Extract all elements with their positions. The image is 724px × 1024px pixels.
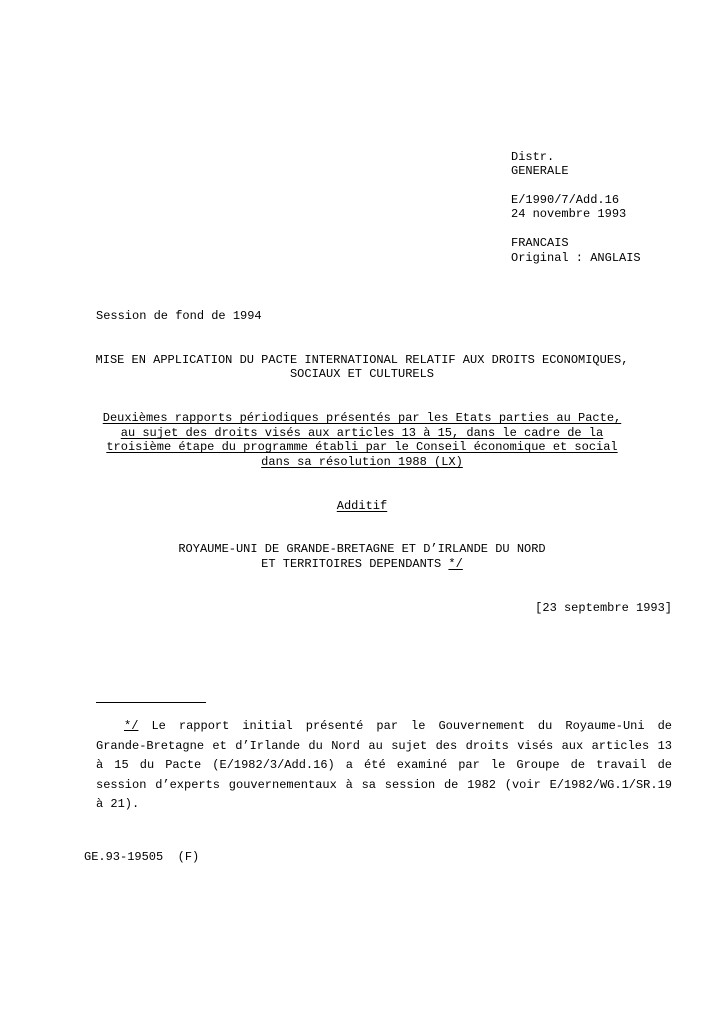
footnote-mark: */	[124, 719, 139, 733]
document-date: 24 novembre 1993	[511, 207, 627, 221]
subtitle-line-4: dans sa résolution 1988 (LX)	[261, 455, 463, 469]
footnote-separator	[96, 702, 206, 703]
document-symbol: E/1990/7/Add.16	[511, 193, 620, 207]
country-line-1: ROYAUME-UNI DE GRANDE-BRETAGNE ET D’IRLANDE DU NORD	[178, 542, 546, 556]
job-number: GE.93-19505 (F)	[84, 850, 200, 864]
title-line-2: SOCIAUX ET CULTURELS	[289, 367, 435, 381]
footnote	[96, 717, 672, 815]
original-language: Original : ANGLAIS	[511, 251, 641, 265]
footnote-line-3: à 15 du Pacte (E/1982/3/Add.16) a été examiné par le Groupe de travail de	[96, 758, 672, 772]
subtitle-line-3: troisième étape du programme établi par le Conseil économique et social	[106, 440, 618, 454]
footnote-line-5: à 21).	[96, 797, 140, 811]
title-line-1: MISE EN APPLICATION DU PACTE INTERNATIONAL RELATIF AUX DROITS ECONOMIQUES,	[95, 353, 629, 367]
distribution-label: GENERALE	[511, 164, 569, 178]
subtitle-line-1: Deuxièmes rapports périodiques présentés par les Etats parties au Pacte,	[102, 411, 622, 425]
distr-label: Distr.	[511, 150, 555, 164]
subtitle-line-2: au sujet des droits visés aux articles 13 à 15, dans le cadre de la	[120, 426, 604, 440]
footnote-line-4: session d’experts gouvernementaux à sa session de 1982 (voir E/1982/WG.1/SR.19	[96, 777, 672, 792]
footnote-line-2: Grande-Bretagne et d’Irlande du Nord au sujet des droits visés aux articles 13	[96, 738, 672, 753]
footnote-line-1-text: Le rapport initial présenté par le Gouvernement du Royaume-Uni de	[151, 719, 673, 733]
received-date: [23 septembre 1993]	[535, 601, 672, 615]
footnote-reference-mark[interactable]: */	[448, 557, 463, 571]
country-line-2-text: ET TERRITOIRES DEPENDANTS	[261, 557, 449, 571]
addendum-heading: Additif	[336, 499, 388, 513]
country-line-2	[0, 557, 724, 572]
document-language: FRANCAIS	[511, 236, 569, 250]
footnote-line-1	[96, 717, 672, 737]
session-label: Session de fond de 1994	[96, 309, 262, 323]
